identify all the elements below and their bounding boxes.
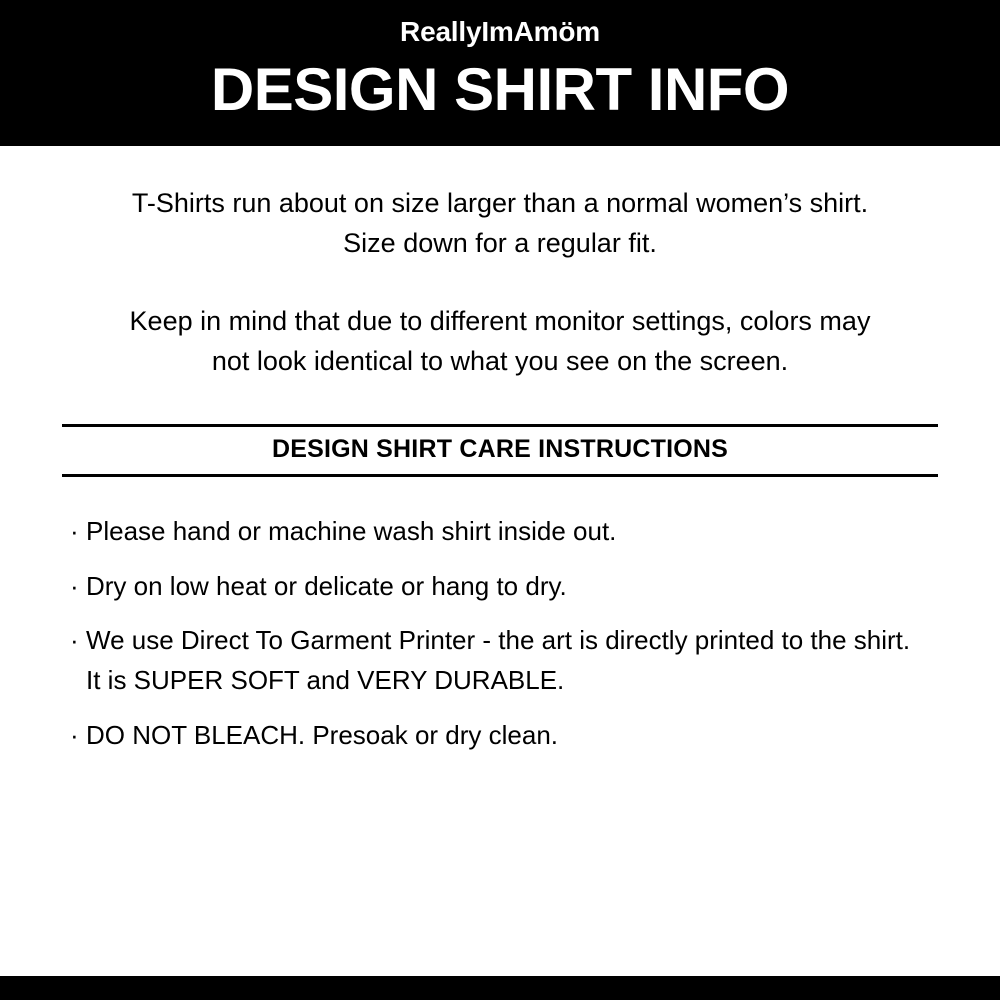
list-item-label: Dry on low heat or delicate or hang to dry.	[86, 570, 567, 601]
bullet-marker-icon: ·	[70, 719, 79, 750]
list-item-label: We use Direct To Garment Printer - the art is directly printed to the shirt. It is SUPER SOFT and VERY DURABLE.	[86, 624, 911, 696]
list-item	[70, 566, 930, 606]
bullet-marker-icon: ·	[70, 624, 79, 655]
list-item	[70, 511, 930, 551]
list-item-label: Please hand or machine wash shirt inside out.	[86, 516, 617, 547]
bullet-marker-icon: ·	[70, 570, 79, 601]
intro-paragraph-1: T-Shirts run about on size larger than a normal women’s shirt. Size down for a regular fit.	[131, 188, 869, 258]
intro-paragraph-2: Keep in mind that due to different monitor settings, colors may not look identical to what you see on the screen.	[129, 305, 871, 376]
list-item-label: DO NOT BLEACH. Presoak or dry clean.	[86, 719, 559, 750]
intro-text-block	[0, 146, 1000, 382]
header-banner	[0, 0, 1000, 146]
footer-banner	[0, 976, 1000, 1000]
page-title: DESIGN SHIRT INFO	[210, 56, 790, 123]
list-item	[70, 620, 930, 701]
care-instructions-list	[70, 511, 930, 754]
content-area	[0, 146, 1000, 976]
care-instructions-heading-rule	[62, 424, 938, 478]
care-instructions-heading: DESIGN SHIRT CARE INSTRUCTIONS	[271, 434, 729, 463]
list-item	[70, 715, 930, 755]
bullet-marker-icon: ·	[70, 516, 79, 547]
brand-logo-text: ReallyImAmöm	[400, 16, 600, 47]
